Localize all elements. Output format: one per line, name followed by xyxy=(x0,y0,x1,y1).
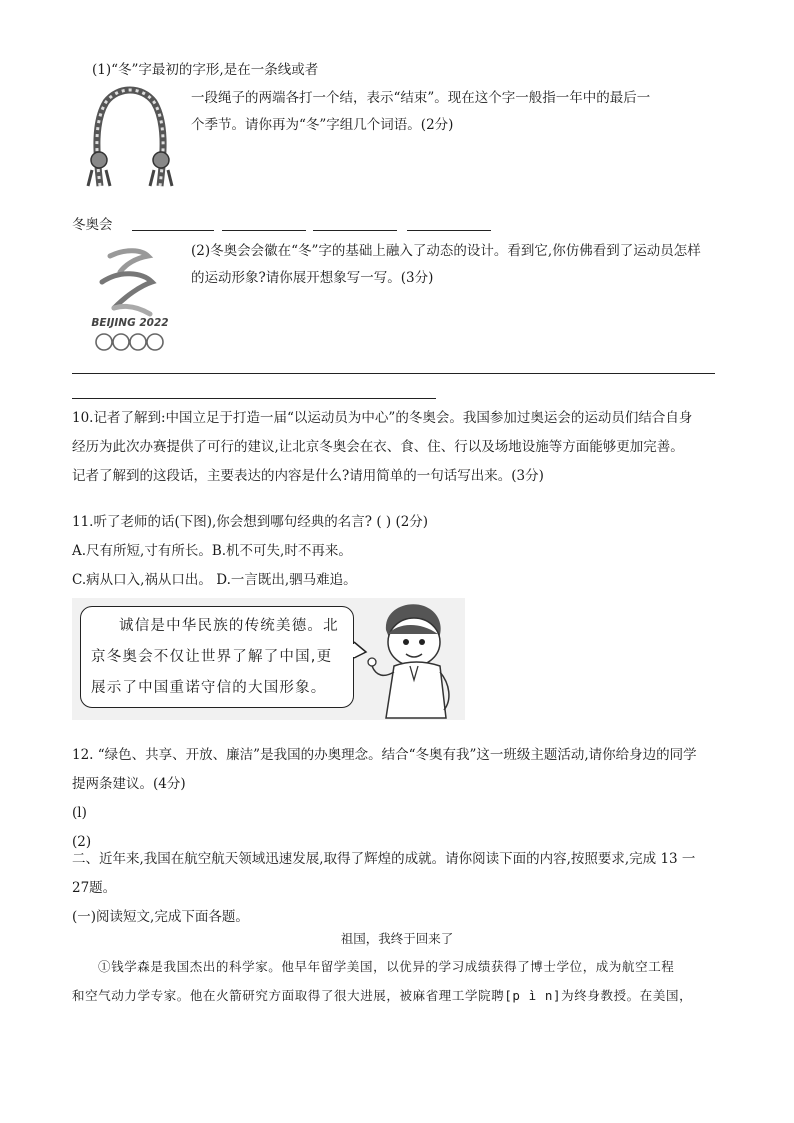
story-title: 祖国，我终于回来了 xyxy=(340,931,454,946)
q11-question: 11.听了老师的话(下图),你会想到哪句经典的名言? ( ) (2分) xyxy=(72,514,429,530)
q9-part1-intro: (1)“冬”字最初的字形,是在一条线或者 xyxy=(92,62,319,78)
teacher-figure xyxy=(366,600,461,720)
question-12 xyxy=(72,741,722,857)
q10-line1: 10.记者了解到:中国立足于打造一届“以运动员为中心”的冬奥会。我国参加过奥运会的运动员们结合自身 xyxy=(72,410,693,426)
section-2 xyxy=(72,845,722,932)
speech-bubble xyxy=(80,606,354,708)
q12-item2: (2) xyxy=(72,834,92,850)
q12-line1: 12. “绿色、共享、开放、廉洁”是我国的办奥理念。结合“冬奥有我”这一班级主题活动,请你给身边的同学 xyxy=(72,747,697,763)
q12-line2: 提两条建议。(4分) xyxy=(72,776,186,792)
q10-line2: 经历为此次办赛提供了可行的建议,让北京冬奥会在衣、食、住、行以及场地设施等方面能够更加完善。 xyxy=(72,439,684,455)
bubble-tail xyxy=(340,640,368,662)
answer-blank-4[interactable] xyxy=(407,230,491,231)
story-line1: ①钱学森是我国杰出的科学家。他早年留学美国，以优异的学习成绩获得了博士学位，成为航空工程 xyxy=(98,959,675,974)
bubble-line-1: 诚信是中华民族的传统美德。北 xyxy=(119,618,339,634)
question-10 xyxy=(72,404,722,491)
section2-sub: (一)阅读短文,完成下面各题。 xyxy=(72,909,249,925)
q12-item1: (l) xyxy=(72,805,87,821)
q9-part2-line1: (2)冬奥会会徽在“冬”字的基础上融入了动态的设计。看到它,你仿佛看到了运动员怎样 xyxy=(191,243,701,259)
q11-options-ab: A.尺有所短,寸有所长。B.机不可失,时不再来。 xyxy=(72,543,352,559)
bubble-line-2: 京冬奥会不仅让世界了解了中国,更 xyxy=(91,649,333,665)
answer-blank-2[interactable] xyxy=(222,230,306,231)
story-body xyxy=(72,952,732,1010)
emblem-text: BEIJING 2022 xyxy=(91,317,169,329)
story-line2: 和空气动力学专家。他在火箭研究方面取得了很大进展，被麻省理工学院聘[p ì n]为终身教授。在美国， xyxy=(72,988,693,1003)
beijing-2022-emblem xyxy=(80,242,180,360)
answer-blank-1[interactable] xyxy=(132,230,214,231)
word-prefix: 冬奥会 xyxy=(72,217,113,233)
rope-knot-illustration xyxy=(84,82,176,194)
section2-line2: 27题。 xyxy=(72,880,117,896)
answer-line-1[interactable] xyxy=(72,373,715,374)
section2-line1: 二、近年来,我国在航空航天领域迅速发展,取得了辉煌的成就。请你阅读下面的内容,按照要求,完成 13 一 xyxy=(72,851,696,867)
q9-part2-line2: 的运动形象?请你展开想象写一写。(3分) xyxy=(191,270,434,286)
q11-options-cd: C.病从口入,祸从口出。 D.一言既出,驷马难追。 xyxy=(72,572,357,588)
answer-blank-3[interactable] xyxy=(313,230,397,231)
q10-line3: 记者了解到的这段话，主要表达的内容是什么?请用简单的一句话写出来。(3分) xyxy=(72,468,544,484)
bubble-line-3: 展示了中国重诺守信的大国形象。 xyxy=(91,680,327,696)
q9-part1-line2: 一段绳子的两端各打一个结，表示“结束”。现在这个字一般指一年中的最后一 xyxy=(191,90,651,106)
q9-part1-line3: 个季节。请你再为“冬”字组几个词语。(2分) xyxy=(191,117,454,133)
question-11 xyxy=(72,508,722,595)
answer-line-2[interactable] xyxy=(72,398,436,399)
